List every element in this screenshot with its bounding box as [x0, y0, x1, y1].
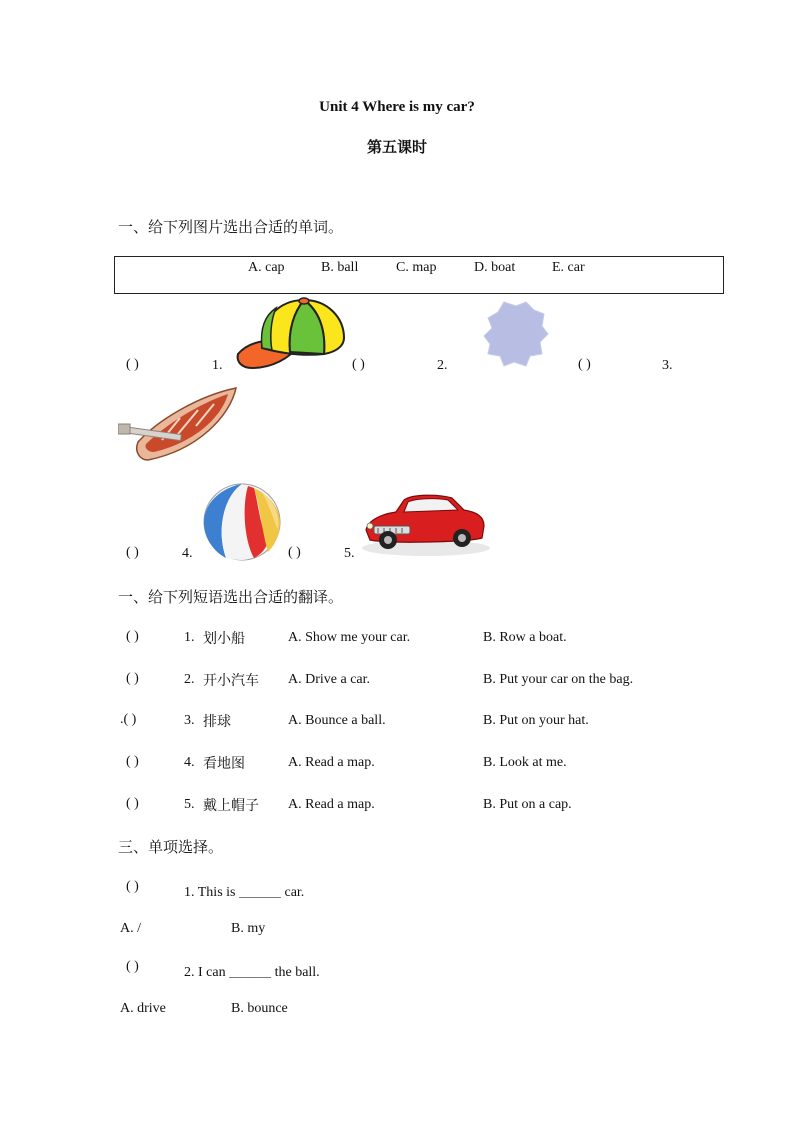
chinese-phrase: 划小船: [203, 631, 245, 647]
option-b: B. Put on your hat.: [483, 713, 589, 728]
cap-picture: [236, 296, 348, 372]
chinese-phrase: 戴上帽子: [203, 798, 259, 814]
answer-blank[interactable]: ( ): [352, 357, 365, 372]
option-b: B. bounce: [231, 1001, 288, 1016]
option-a: A. drive: [120, 1001, 166, 1016]
answer-blank[interactable]: ( ): [126, 671, 139, 686]
answer-blank[interactable]: ( ): [126, 545, 139, 560]
map-picture: [482, 300, 550, 368]
word-option-a: A. cap: [248, 260, 285, 275]
answer-blank[interactable]: ( ): [288, 545, 301, 560]
answer-blank[interactable]: ( ): [126, 959, 139, 974]
chinese-phrase: 排球: [203, 714, 231, 730]
answer-blank[interactable]: ( ): [578, 357, 591, 372]
car-picture: [360, 486, 492, 558]
option-a: A. Bounce a ball.: [288, 713, 386, 728]
question-text: 1. This is ＿＿＿ car.: [184, 885, 305, 900]
item-number: 2.: [437, 358, 448, 373]
item-number: 3.: [662, 358, 673, 373]
item-number: 4.: [184, 755, 195, 770]
page-subtitle: 第五课时: [366, 138, 427, 156]
word-option-c: C. map: [396, 260, 437, 275]
item-number: 4.: [182, 546, 193, 561]
answer-blank[interactable]: ( ): [126, 357, 139, 372]
item-number: 1.: [212, 358, 223, 373]
word-bank-box: [114, 256, 724, 294]
option-a: A. Read a map.: [288, 797, 375, 812]
option-b: B. Put on a cap.: [483, 797, 572, 812]
item-number: 1.: [184, 630, 195, 645]
section2-heading: 一、给下列短语选出合适的翻译。: [118, 588, 344, 606]
chinese-phrase: 开小汽车: [203, 673, 259, 689]
item-number: 2.: [184, 672, 195, 687]
option-a: A. Read a map.: [288, 755, 375, 770]
item-number: 5.: [184, 797, 195, 812]
page-title: Unit 4 Where is my car?: [319, 99, 475, 115]
item-number: 5.: [344, 546, 355, 561]
question-text: 2. I can ＿＿＿ the ball.: [184, 965, 320, 980]
answer-blank[interactable]: ( ): [126, 754, 139, 769]
answer-blank[interactable]: ( ): [126, 879, 139, 894]
option-a: A. Drive a car.: [288, 672, 371, 687]
section1-heading: 一、给下列图片选出合适的单词。: [118, 218, 344, 236]
answer-blank[interactable]: .( ): [120, 712, 137, 727]
word-option-e: E. car: [552, 260, 585, 275]
option-b: B. my: [231, 921, 266, 936]
option-b: B. Put your car on the bag.: [483, 672, 634, 687]
ball-picture: [202, 482, 282, 562]
option-b: B. Row a boat.: [483, 630, 567, 645]
boat-picture: [118, 386, 242, 464]
option-a: A. /: [120, 921, 141, 936]
answer-blank[interactable]: ( ): [126, 796, 139, 811]
section3-heading: 三、单项选择。: [118, 838, 224, 856]
chinese-phrase: 看地图: [203, 756, 245, 772]
option-a: A. Show me your car.: [288, 630, 411, 645]
answer-blank[interactable]: ( ): [126, 629, 139, 644]
word-option-b: B. ball: [321, 260, 359, 275]
option-b: B. Look at me.: [483, 755, 567, 770]
word-option-d: D. boat: [474, 260, 516, 275]
item-number: 3.: [184, 713, 195, 728]
